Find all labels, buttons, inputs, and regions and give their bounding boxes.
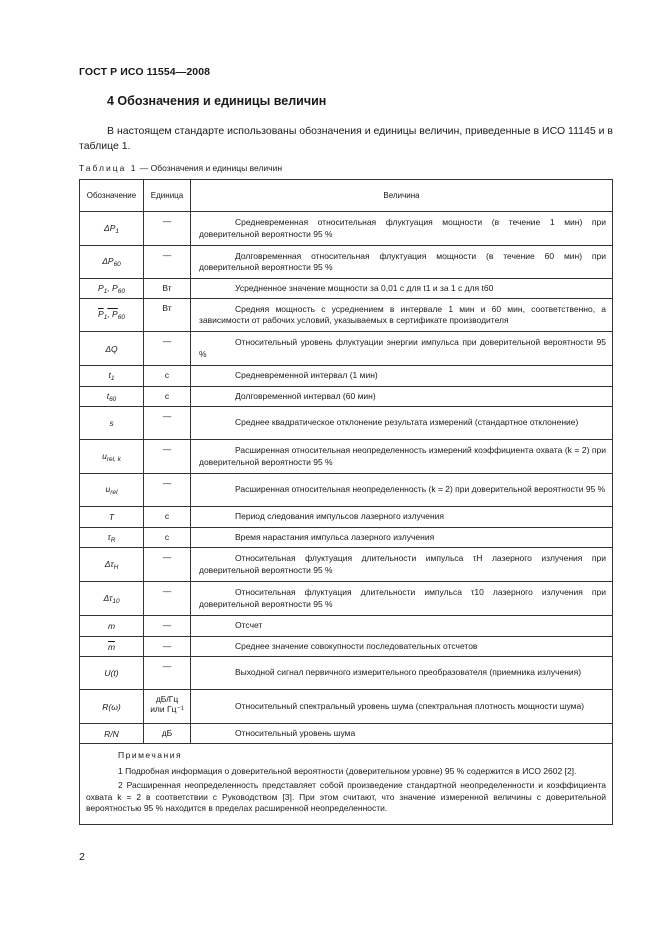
- document-header: ГОСТ Р ИСО 11554—2008: [79, 66, 211, 78]
- symbol-cell: $\Delta P_1$: [80, 212, 144, 246]
- symbol-cell: $u_{rel}$: [80, 474, 144, 507]
- quantity-cell: Долговременной интервал (60 мин): [191, 387, 613, 407]
- quantity-cell: Расширенная относительная неопределенность (k = 2) при доверительной вероятности 95 %: [191, 474, 613, 507]
- unit-cell: с: [144, 387, 191, 407]
- quantity-cell: Выходной сигнал первичного измерительного преобразователя (приемника излучения): [191, 657, 613, 690]
- unit-cell: —: [144, 474, 191, 507]
- unit-cell: —: [144, 246, 191, 279]
- page-number: 2: [79, 851, 85, 863]
- symbols-table: [79, 179, 613, 825]
- unit-cell: —: [144, 548, 191, 582]
- quantity-cell: Относительная флуктуация длительности импульса τ10 лазерного излучения при доверительной вероятности 95 %: [191, 582, 613, 616]
- symbol-cell: $\overline{m}$: [80, 637, 144, 657]
- symbol-cell: ΔQ: [80, 332, 144, 366]
- table-row: [80, 246, 613, 279]
- unit-cell: с: [144, 528, 191, 548]
- unit-cell: Вт: [144, 299, 191, 332]
- symbol-cell: R/N: [80, 724, 144, 744]
- table-header-row: [80, 180, 613, 212]
- table-row: [80, 637, 613, 657]
- intro-paragraph: В настоящем стандарте использованы обозначения и единицы величин, приведенные в ИСО 11145 и в таблице 1.: [79, 125, 613, 152]
- quantity-cell: Среднее квадратическое отклонение результата измерений (стандартное отклонение): [191, 407, 613, 440]
- table-row: [80, 548, 613, 582]
- symbol-cell: $\overline{P}_1$, $P_{60}$: [80, 299, 144, 332]
- table-row: [80, 366, 613, 387]
- table-caption-text: — Обозначения и единицы величин: [137, 163, 283, 173]
- table-row: [80, 279, 613, 299]
- unit-cell: дБ: [144, 724, 191, 744]
- table-row: [80, 387, 613, 407]
- unit-cell: —: [144, 440, 191, 474]
- table-row: [80, 507, 613, 528]
- symbol-cell: U(t): [80, 657, 144, 690]
- symbol-cell: s: [80, 407, 144, 440]
- symbol-cell: R(ω): [80, 690, 144, 724]
- unit-cell: —: [144, 407, 191, 440]
- symbol-cell: $P_1$, $P_{60}$: [80, 279, 144, 299]
- quantity-cell: Относительный уровень флуктуации энергии импульса при доверительной вероятности 95 %: [191, 332, 613, 366]
- table-caption: [79, 163, 282, 173]
- symbol-cell: $\Delta\tau_{10}$: [80, 582, 144, 616]
- table-row: [80, 407, 613, 440]
- quantity-cell: Относительный уровень шума: [191, 724, 613, 744]
- table-row: [80, 690, 613, 724]
- quantity-cell: Период следования импульсов лазерного излучения: [191, 507, 613, 528]
- unit-cell: —: [144, 212, 191, 246]
- symbol-cell: $\tau_R$: [80, 528, 144, 548]
- unit-cell: —: [144, 637, 191, 657]
- note-item: 2 Расширенная неопределенность представляет собой произведение стандартной неопределенности и коэффициента охвата k = 2 в соответствии с Руководством [3]. При этом считают, что значение измеренной величины с доверительной вероятностью 95 % находится в пределах расширенной неопределенности.: [86, 780, 606, 813]
- quantity-cell: Относительная флуктуация длительности импульса τH лазерного излучения при доверительной вероятности 95 %: [191, 548, 613, 582]
- quantity-cell: Расширенная относительная неопределенность измерений коэффициента охвата (k = 2) при доверительной вероятности 95 %: [191, 440, 613, 474]
- quantity-cell: Средняя мощность с усреднением в интервале 1 мин и 60 мин, соответственно, а зависимости от рабочих условий, указываемых в сертификате производителя: [191, 299, 613, 332]
- quantity-cell: Усредненное значение мощности за 0,01 с для t1 и за 1 с для t60: [191, 279, 613, 299]
- quantity-cell: Среднее значение совокупности последовательных отсчетов: [191, 637, 613, 657]
- unit-cell: —: [144, 616, 191, 637]
- unit-cell: —: [144, 657, 191, 690]
- symbol-cell: $t_{60}$: [80, 387, 144, 407]
- quantity-cell: Отсчет: [191, 616, 613, 637]
- note-item: 1 Подробная информация о доверительной вероятности (доверительном уровне) 95 % содержится в ИСО 2602 [2].: [118, 765, 577, 776]
- table-row: [80, 724, 613, 744]
- notes-cell: [80, 744, 613, 825]
- header-symbol: Обозначение: [80, 180, 144, 212]
- quantity-cell: Средневременная относительная флуктуация мощности (в течение 1 мин) при доверительной вероятности 95 %: [191, 212, 613, 246]
- notes-title: Примечания: [118, 750, 183, 760]
- table-row: [80, 440, 613, 474]
- header-quantity: Величина: [191, 180, 613, 212]
- quantity-cell: Время нарастания импульса лазерного излучения: [191, 528, 613, 548]
- table-row: [80, 212, 613, 246]
- table-row: [80, 299, 613, 332]
- symbol-cell: T: [80, 507, 144, 528]
- table-row: [80, 474, 613, 507]
- table-row: [80, 528, 613, 548]
- quantity-cell: Средневременной интервал (1 мин): [191, 366, 613, 387]
- table-caption-label: Таблица 1: [79, 163, 138, 173]
- unit-cell: дБ/Гц или Гц⁻¹: [144, 690, 191, 724]
- quantity-cell: Долговременная относительная флуктуация мощности (в течение 60 мин) при доверительной вероятности 95 %: [191, 246, 613, 279]
- table-row: [80, 332, 613, 366]
- symbol-cell: m: [80, 616, 144, 637]
- symbol-cell: $\Delta\tau_H$: [80, 548, 144, 582]
- table-row: [80, 582, 613, 616]
- unit-cell: —: [144, 332, 191, 366]
- symbol-cell: $u_{rel, k}$: [80, 440, 144, 474]
- section-title: 4 Обозначения и единицы величин: [107, 94, 327, 108]
- notes-row: [80, 744, 613, 825]
- symbol-cell: $\Delta P_{60}$: [80, 246, 144, 279]
- unit-cell: с: [144, 366, 191, 387]
- unit-cell: Вт: [144, 279, 191, 299]
- quantity-cell: Относительный спектральный уровень шума (спектральная плотность мощности шума): [191, 690, 613, 724]
- symbol-cell: $t_1$: [80, 366, 144, 387]
- unit-cell: —: [144, 582, 191, 616]
- header-unit: Единица: [144, 180, 191, 212]
- table-row: [80, 616, 613, 637]
- table-row: [80, 657, 613, 690]
- unit-cell: с: [144, 507, 191, 528]
